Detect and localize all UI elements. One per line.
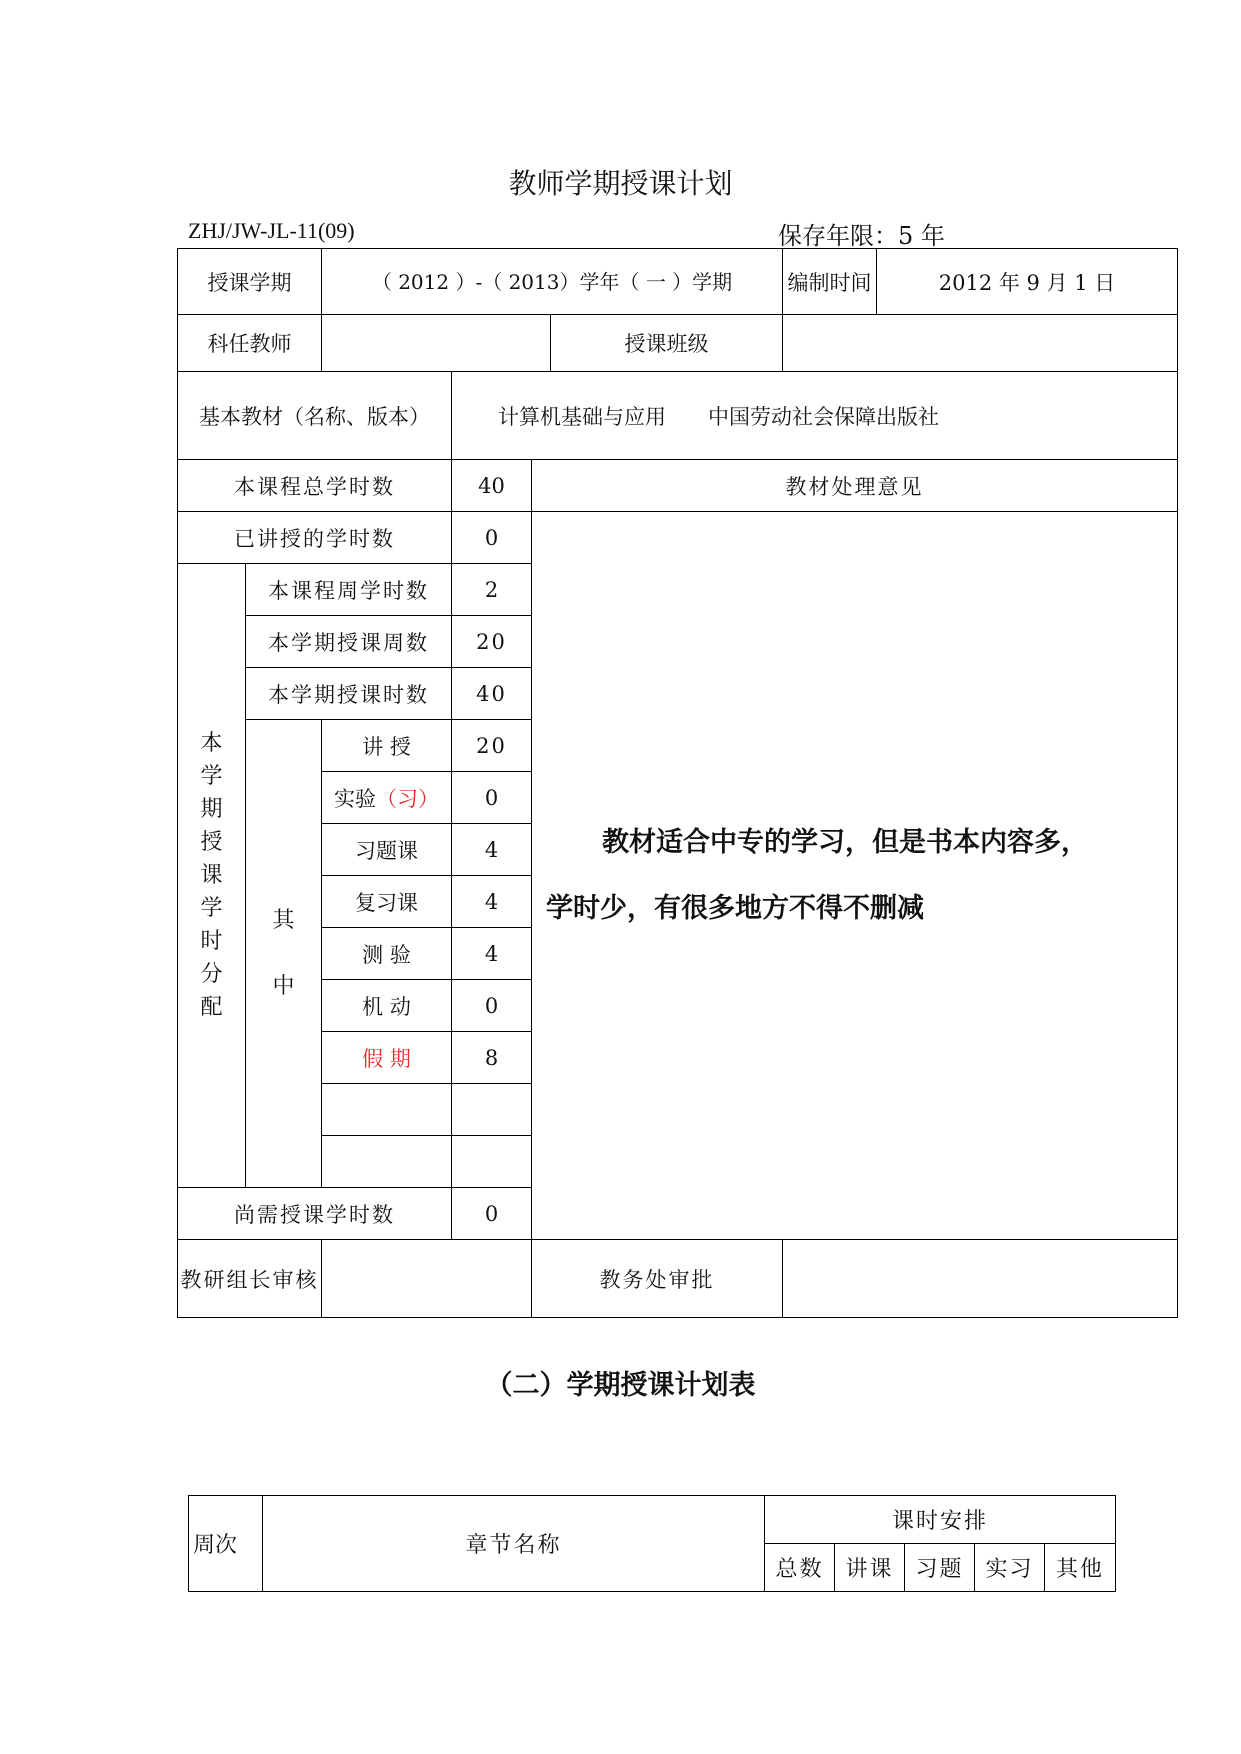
plan-header-row [189, 1496, 1116, 1544]
row-total-hours [178, 460, 1178, 512]
of-which-label [246, 720, 322, 1188]
review-value [322, 1240, 532, 1318]
breakdown-label-suffix: （习） [376, 786, 439, 811]
sub-header-other: 其他 [1045, 1544, 1116, 1592]
row-textbook [178, 372, 1178, 460]
remaining-value: 0 [452, 1188, 532, 1240]
breakdown-label: 讲 授 [322, 720, 452, 772]
empty-cell [322, 1136, 452, 1188]
weekly-value: 2 [452, 564, 532, 616]
breakdown-value: 0 [452, 980, 532, 1032]
class-label: 授课班级 [551, 315, 783, 372]
breakdown-label [322, 772, 452, 824]
breakdown-label-main: 实验 [334, 786, 376, 811]
opinion-label: 教材处理意见 [532, 460, 1178, 512]
compile-time-value: 2012 年 9 月 1 日 [877, 249, 1178, 315]
empty-cell [322, 1084, 452, 1136]
total-hours-value: 40 [452, 460, 532, 512]
sub-header-exercise: 习题 [905, 1544, 975, 1592]
sub-header-practice: 实习 [975, 1544, 1045, 1592]
teaching-plan-table [177, 248, 1178, 1318]
breakdown-value: 0 [452, 772, 532, 824]
form-code: ZHJ/JW-JL-11(09) [188, 218, 355, 243]
breakdown-label: 测 验 [322, 928, 452, 980]
breakdown-value: 4 [452, 824, 532, 876]
semester-hours-label: 本学期授课时数 [246, 668, 452, 720]
sub-header-total: 总数 [765, 1544, 835, 1592]
empty-cell [452, 1084, 532, 1136]
row-term [178, 249, 1178, 315]
semester-plan-table [188, 1495, 1116, 1592]
breakdown-value: 4 [452, 928, 532, 980]
opinion-line-2: 学时少，有很多地方不得不删减 [546, 892, 924, 924]
semester-hours-value: 40 [452, 668, 532, 720]
breakdown-label: 机 动 [322, 980, 452, 1032]
approve-label: 教务处审批 [532, 1240, 783, 1318]
taught-label: 已讲授的学时数 [178, 512, 452, 564]
empty-cell [452, 1136, 532, 1188]
taught-value: 0 [452, 512, 532, 564]
total-hours-label: 本课程总学时数 [178, 460, 452, 512]
compile-time-label: 编制时间 [783, 249, 877, 315]
section-2-title: （二）学期授课计划表 [485, 1370, 756, 1401]
retention-period: 保存年限：5 年 [778, 222, 945, 250]
row-taught [178, 512, 1178, 564]
breakdown-label: 复习课 [322, 876, 452, 928]
remaining-label: 尚需授课学时数 [178, 1188, 452, 1240]
weeks-value: 20 [452, 616, 532, 668]
breakdown-value: 4 [452, 876, 532, 928]
week-header: 周次 [189, 1496, 263, 1592]
review-label: 教研组长审核 [178, 1240, 322, 1318]
row-approval [178, 1240, 1178, 1318]
class-value [783, 315, 1178, 372]
breakdown-value: 20 [452, 720, 532, 772]
semester-alloc-vertical-text: 本 学 期 授 课 学 时 分 配 [200, 731, 223, 1020]
weekly-label: 本课程周学时数 [246, 564, 452, 616]
teacher-label: 科任教师 [178, 315, 322, 372]
approve-value [783, 1240, 1178, 1318]
row-teacher [178, 315, 1178, 372]
textbook-label: 基本教材（名称、版本） [178, 372, 452, 460]
breakdown-value: 8 [452, 1032, 532, 1084]
breakdown-label: 假 期 [322, 1032, 452, 1084]
opinion-text [532, 512, 1178, 1240]
schedule-header: 课时安排 [765, 1496, 1116, 1544]
textbook-value: 计算机基础与应用 中国劳动社会保障出版社 [452, 372, 1178, 460]
term-value: （ 2012 ）-（ 2013）学年（ 一 ）学期 [322, 249, 783, 315]
term-label: 授课学期 [178, 249, 322, 315]
document-title: 教师学期授课计划 [508, 167, 733, 200]
breakdown-label: 习题课 [322, 824, 452, 876]
chapter-header: 章节名称 [263, 1496, 765, 1592]
teacher-value [322, 315, 551, 372]
opinion-line-1: 教材适合中专的学习，但是书本内容多， [602, 826, 1088, 858]
sub-header-lecture: 讲课 [835, 1544, 905, 1592]
weeks-label: 本学期授课周数 [246, 616, 452, 668]
of-which-vertical-text: 其 中 [272, 907, 295, 999]
semester-alloc-label [178, 564, 246, 1188]
